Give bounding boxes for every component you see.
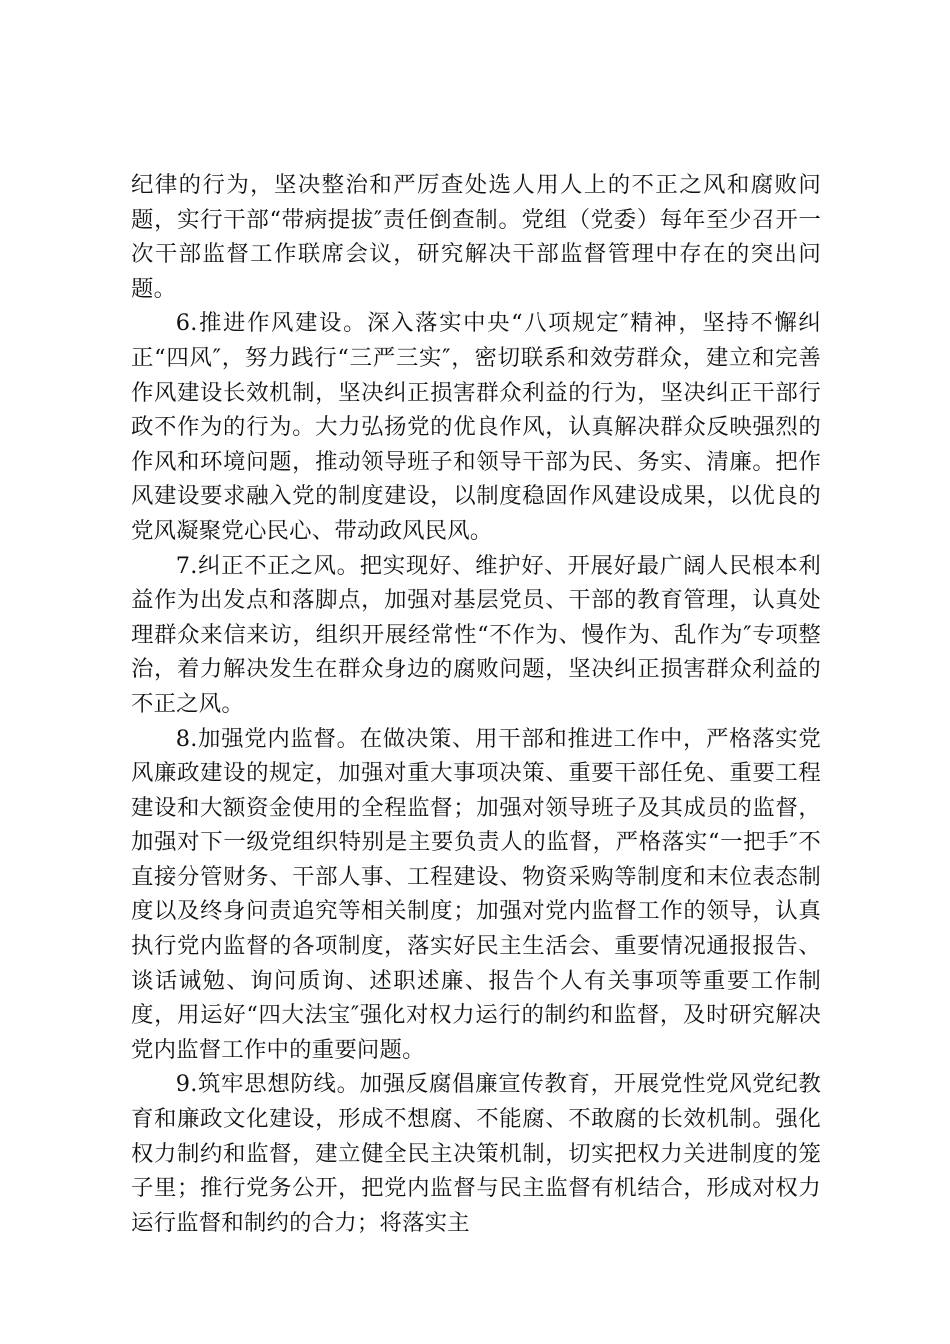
paragraph-continued: 纪律的行为，坚决整治和严厉查处选人用人上的不正之风和腐败问题，实行干部“带病提拔″责任倒查制。党组（党委）每年至少召开一次干部监督工作联席会议，研究解决干部监督管理中存在的突出问题。: [131, 172, 821, 302]
document-body: [131, 168, 821, 1240]
paragraph-item-8: 8.加强党内监督。在做决策、用干部和推进工作中，严格落实党风廉政建设的规定，加强对重大事项决策、重要干部任免、重要工程建设和大额资金使用的全程监督；加强对领导班子及其成员的监督，加强对下一级党组织特别是主要负责人的监督，严格落实“一把手″不直接分管财务、干部人事、工程建设、物资采购等制度和末位表态制度以及终身问责追究等相关制度；加强对党内监督工作的领导，认真执行党内监督的各项制度，落实好民主生活会、重要情况通报报告、谈话诫勉、询问质询、述职述廉、报告个人有关事项等重要工作制度，用运好“四大法宝″强化对权力运行的制约和监督，及时研究解决党内监督工作中的重要问题。: [131, 725, 821, 1063]
paragraph-item-7: 7.纠正不正之风。把实现好、维护好、开展好最广阔人民根本利益作为出发点和落脚点，加强对基层党员、干部的教育管理，认真处理群众来信来访，组织开展经常性“不作为、慢作为、乱作为″专项整治，着力解决发生在群众身边的腐败问题，坚决纠正损害群众利益的不正之风。: [131, 552, 821, 717]
paragraph-item-9: 9.筑牢思想防线。加强反腐倡廉宣传教育，开展党性党风党纪教育和廉政文化建设，形成不想腐、不能腐、不敢腐的长效机制。强化权力制约和监督，建立健全民主决策机制，切实把权力关进制度的笼子里；推行党务公开，把党内监督与民主监督有机结合，形成对权力运行监督和制约的合力；将落实主: [131, 1071, 821, 1236]
paragraph-item-6: 6.推进作风建设。深入落实中央“八项规定″精神，坚持不懈纠正“四风″，努力践行“三严三实″，密切联系和效劳群众，建立和完善作风建设长效机制，坚决纠正损害群众利益的行为，坚决纠正干部行政不作为的行为。大力弘扬党的优良作风，认真解决群众反映强烈的作风和环境问题，推动领导班子和领导干部为民、务实、清廉。把作风建设要求融入党的制度建设，以制度稳固作风建设成果，以优良的党风凝聚党心民心、带动政风民风。: [131, 310, 821, 544]
